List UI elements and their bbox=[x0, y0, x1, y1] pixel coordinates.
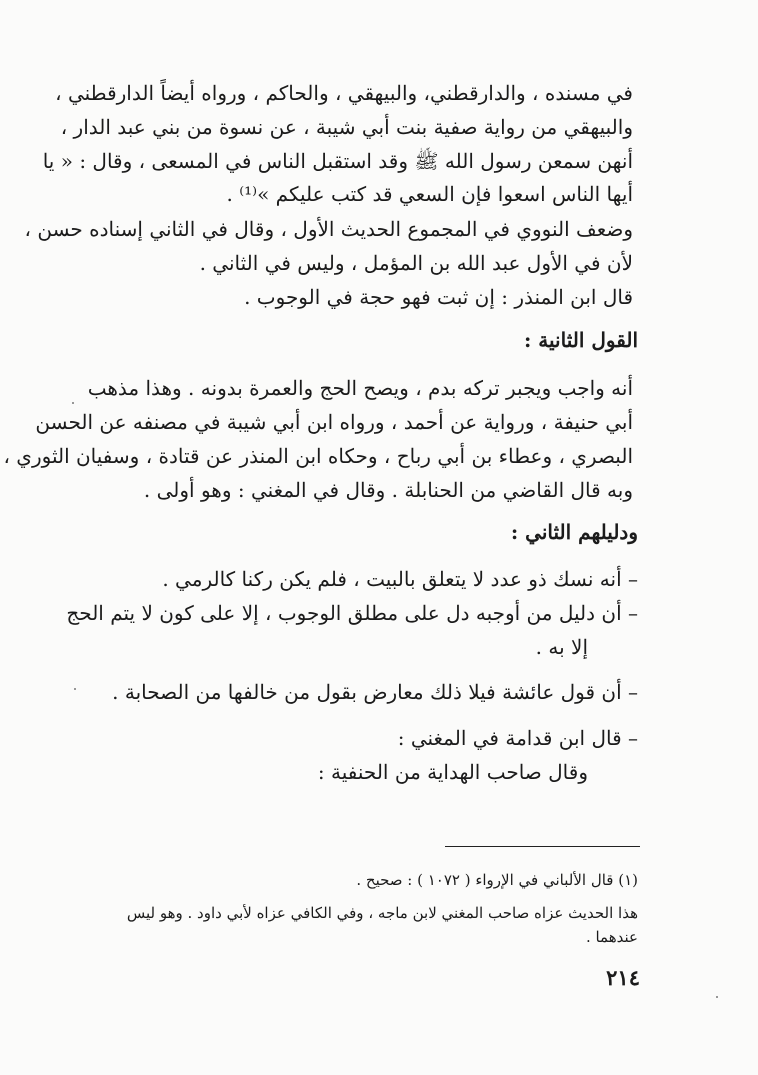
scan-speck bbox=[72, 402, 74, 404]
evidence-item: – قال ابن قدامة في المغني : bbox=[397, 726, 638, 750]
body-line: قال ابن المنذر : إن ثبت فهو حجة في الوجوب . bbox=[244, 285, 633, 309]
scan-speck bbox=[74, 688, 76, 690]
footnote-line: هذا الحديث عزاه صاحب المغني لابن ماجه ، وفي الكافي عزاه لأبي داود . وهو ليس bbox=[126, 904, 638, 922]
body-line: أبي حنيفة ، ورواية عن أحمد ، ورواه ابن أبي شيبة في مصنفه عن الحسن bbox=[35, 410, 633, 434]
body-line: أنه واجب ويجبر تركه بدم ، ويصح الحج والعمرة بدونه . وهذا مذهب bbox=[87, 376, 633, 400]
body-line: في مسنده ، والدارقطني، والبيهقي ، والحاكم ، ورواه أيضاً الدارقطني ، bbox=[55, 81, 633, 105]
body-line: لأن في الأول عبد الله بن المؤمل ، وليس في الثاني . bbox=[199, 251, 633, 275]
evidence-item-continuation: وقال صاحب الهداية من الحنفية : bbox=[317, 760, 588, 784]
body-line: أيها الناس اسعوا فإن السعي قد كتب عليكم »⁽¹⁾ . bbox=[226, 182, 633, 206]
body-line: والبيهقي من رواية صفية بنت أبي شيبة ، عن نسوة من بني عبد الدار ، bbox=[60, 115, 633, 139]
evidence-item: – أنه نسك ذو عدد لا يتعلق بالبيت ، فلم يكن ركنا كالرمي . bbox=[162, 567, 638, 591]
section-heading: ودليلهم الثاني : bbox=[510, 520, 638, 544]
body-line: البصري ، وعطاء بن أبي رباح ، وحكاه ابن المنذر عن قتادة ، وسفيان الثوري ، bbox=[3, 444, 633, 468]
section-heading: القول الثانية : bbox=[523, 328, 638, 352]
footnote-line: (١) قال الألباني في الإرواء ( ١٠٧٢ ) : صحيح . bbox=[356, 871, 638, 889]
footnote-divider bbox=[445, 846, 640, 847]
evidence-item: – أن دليل من أوجبه دل على مطلق الوجوب ، إلا على كون لا يتم الحج bbox=[66, 601, 638, 625]
body-line: وبه قال القاضي من الحنابلة . وقال في المغني : وهو أولى . bbox=[143, 478, 633, 502]
footnote-line: عندهما . bbox=[585, 928, 638, 946]
evidence-item: – أن قول عائشة فيلا ذلك معارض بقول من خالفها من الصحابة . bbox=[112, 680, 638, 704]
evidence-item-continuation: إلا به . bbox=[535, 635, 588, 659]
body-line: أنهن سمعن رسول الله ﷺ وقد استقبل الناس في المسعى ، وقال : « يا bbox=[42, 149, 633, 173]
page-number: ٢١٤ bbox=[606, 965, 640, 990]
body-line: وضعف النووي في المجموع الحديث الأول ، وقال في الثاني إسناده حسن ، bbox=[24, 217, 633, 241]
scan-speck bbox=[716, 996, 718, 998]
